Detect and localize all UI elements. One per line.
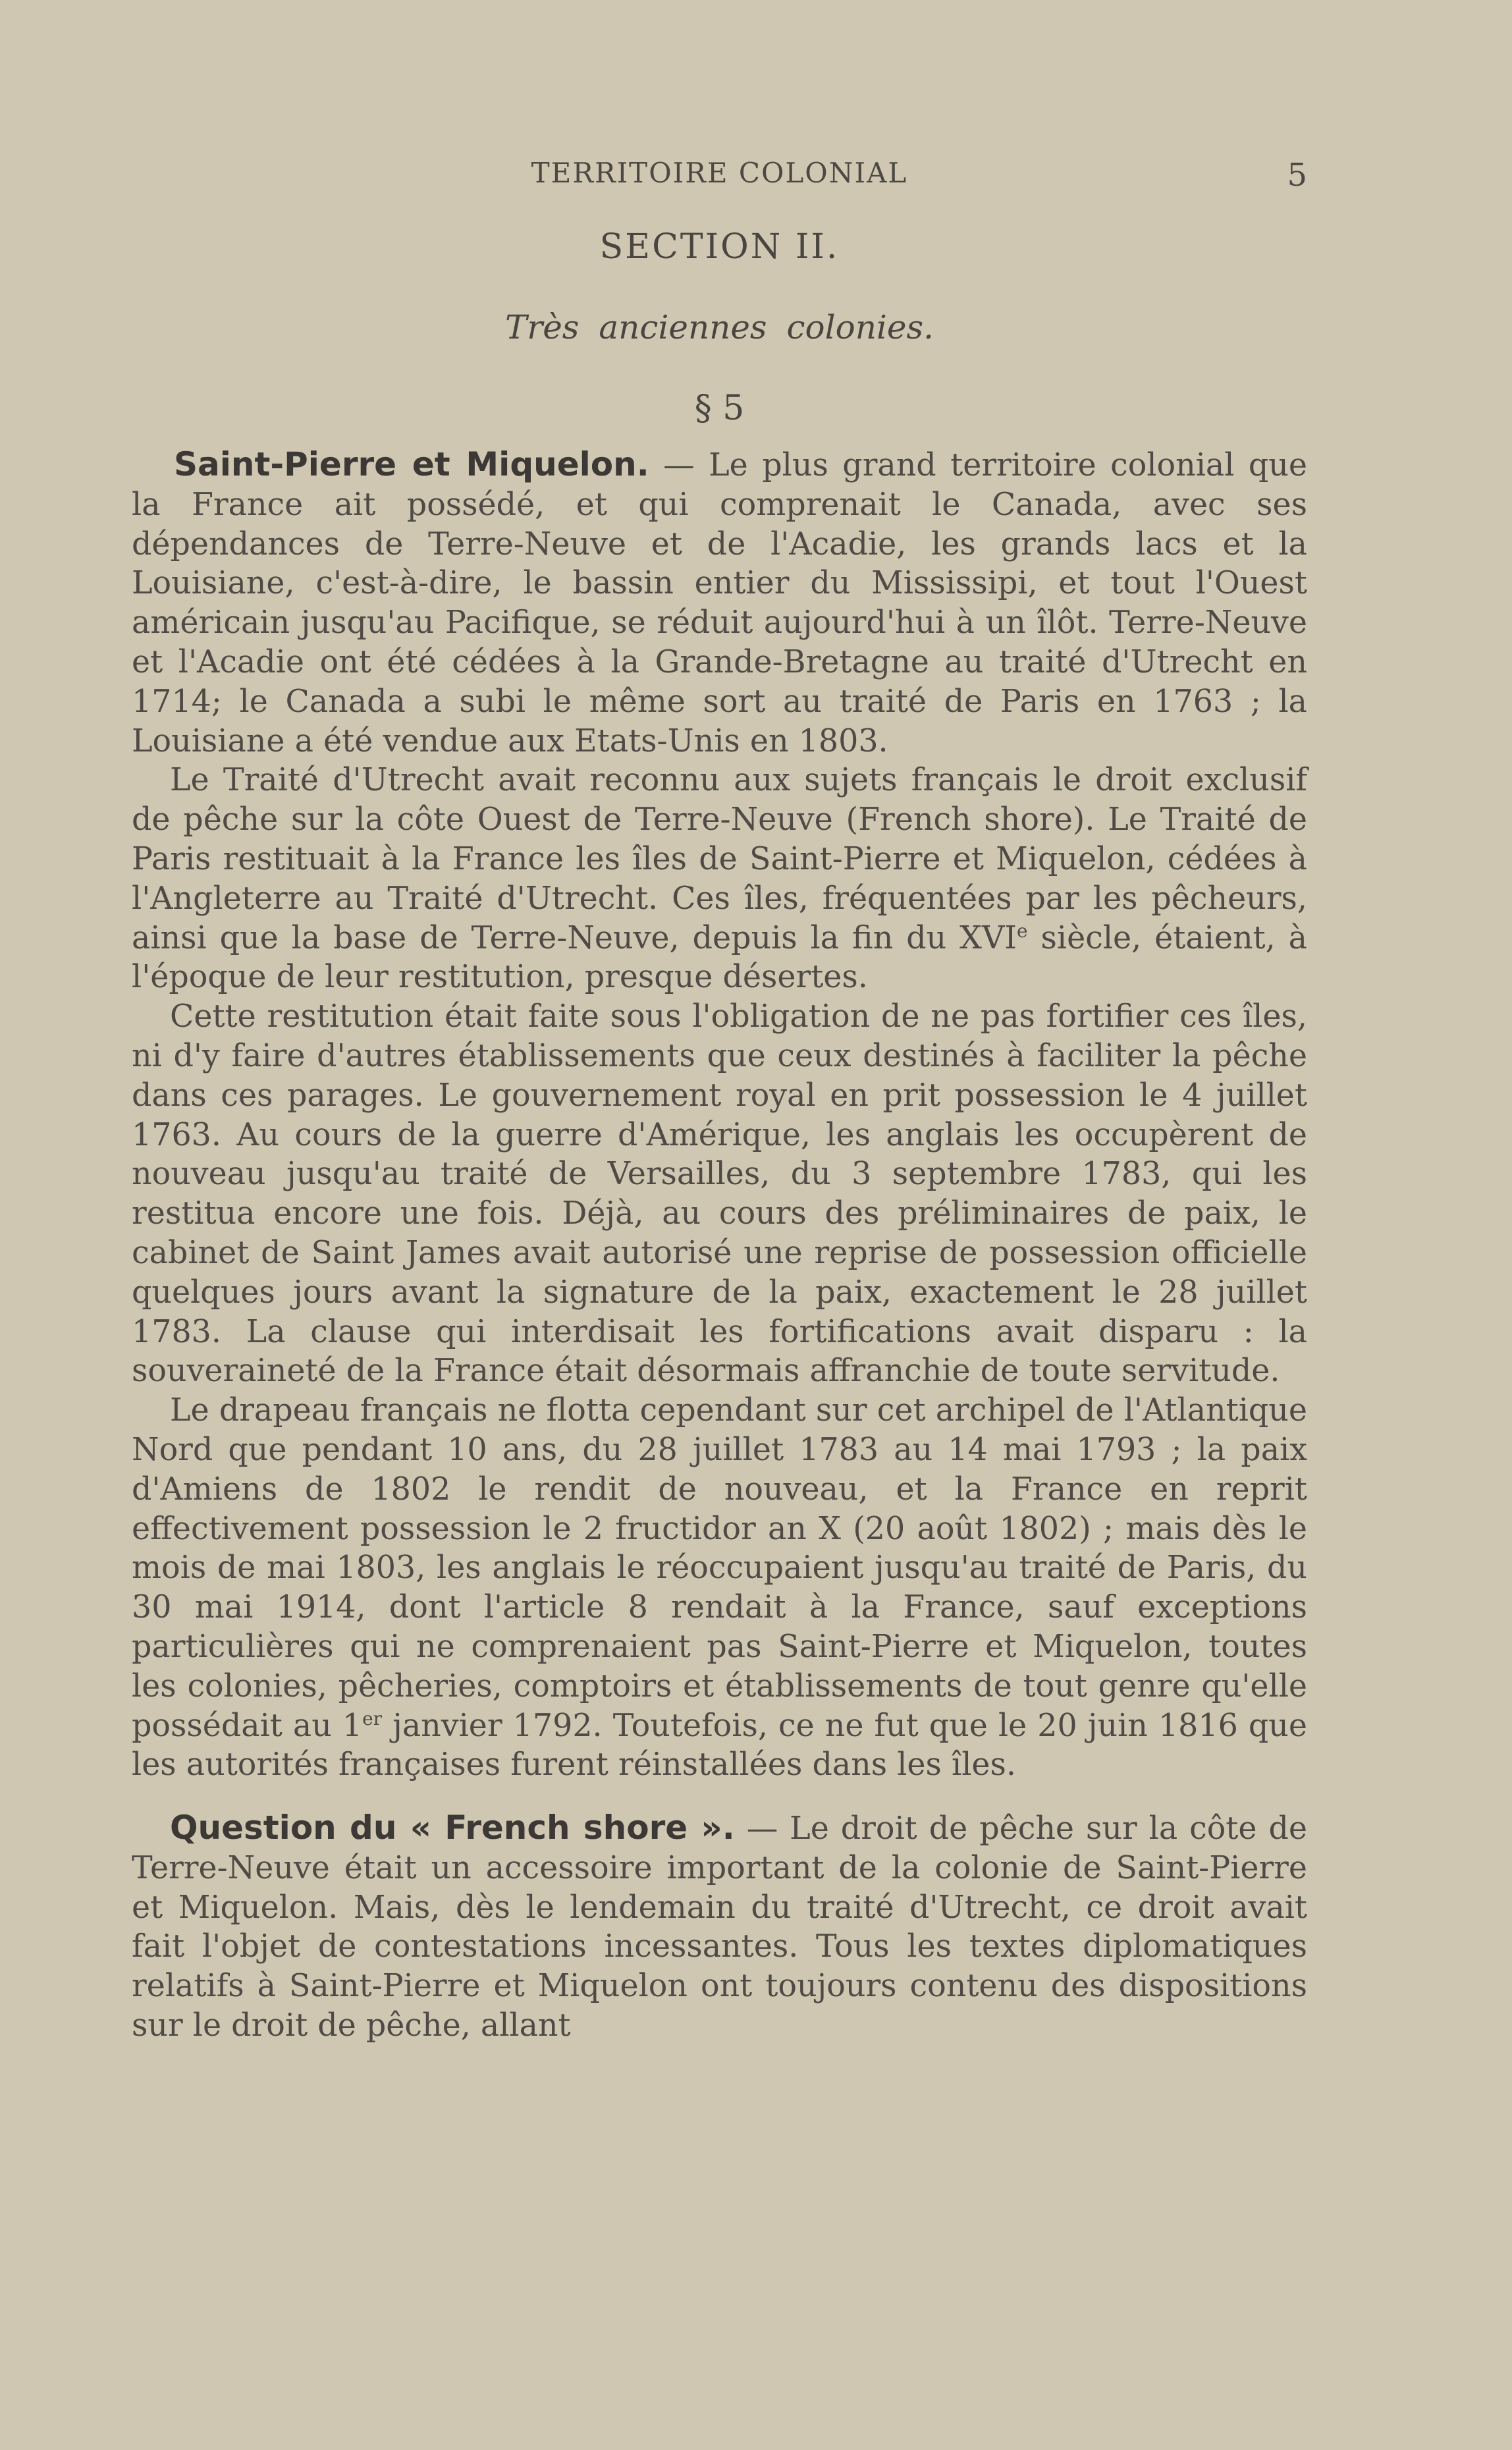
- paragraph-text: janvier 1792. Toutefois, ce ne fut que le 20 juin 1816 que les autorités françaises furent réinstallées dans les îles.: [132, 1707, 1307, 1783]
- page-number: 5: [1287, 157, 1307, 194]
- body-text: [132, 445, 1307, 2046]
- paragraph-text: — Le droit de pêche sur la côte de Terre-Neuve était un accessoire important de la colonie de Saint-Pierre et Miquelon. Mais, dès le lendemain du traité d'Utrecht, ce droit avait fait l'objet de contestations incessantes. Tous les textes diplomatiques relatifs à Saint-Pierre et Miquelon ont toujours contenu des dispositions sur le droit de pêche, allant: [132, 1810, 1307, 2044]
- paragraph-text: Le drapeau français ne flotta cependant sur cet archipel de l'Atlantique Nord que pendant 10 ans, du 28 juillet 1783 au 14 mai 1793 ; la paix d'Amiens de 1802 le rendit de nouveau, et la France en reprit effectivement possession le 2 fructidor an X (20 août 1802) ; mais dès le mois de mai 1803, les anglais le réoccupaient jusqu'au traité de Paris, du 30 mai 1914, dont l'article 8 rendait à la France, sauf exceptions particulières qui ne comprenaient pas Saint-Pierre et Miquelon, toutes les colonies, pêcheries, comptoirs et établissements de tout genre qu'elle possédait au 1: [132, 1392, 1307, 1744]
- paragraph-text: Cette restitution était faite sous l'obligation de ne pas fortifier ces îles, ni d'y faire d'autres établissements que ceux destinés à faciliter la pêche dans ces parages. Le gouvernement royal en prit possession le 4 juillet 1763. Au cours de la guerre d'Amérique, les anglais les occupèrent de nouveau jusqu'au traité de Versailles, du 3 septembre 1783, qui les restitua encore une fois. Déjà, au cours des préliminaires de paix, le cabinet de Saint James avait autorisé une reprise de possession officielle quelques jours avant la signature de la paix, exactement le 28 juillet 1783. La clause qui interdisait les fortifications avait disparu : la souveraineté de la France était désormais affranchie de toute servitude.: [132, 998, 1307, 1390]
- paragraph-heading: Question du « French shore ».: [170, 1809, 735, 1847]
- superscript: er: [362, 1707, 383, 1729]
- paragraph-restitution: [132, 997, 1307, 1391]
- paragraph-text: — Le plus grand territoire colonial que la France ait possédé, et qui comprenait le Canada, avec ses dépendances de Terre-Neuve et de l'Acadie, les grands lacs et la Louisiane, c'est-à-dire, le bassin entier du Mississipi, et tout l'Ouest américain jusqu'au Pacifique, se réduit aujourd'hui à un îlôt. Terre-Neuve et l'Acadie ont été cédées à la Grande-Bretagne au traité d'Utrecht en 1714; le Canada a subi le même sort au traité de Paris en 1763 ; la Louisiane a été vendue aux Etats-Unis en 1803.: [132, 447, 1307, 759]
- running-head: [132, 157, 1307, 203]
- paragraph-drapeau: [132, 1391, 1307, 1785]
- paragraph-utrecht: [132, 761, 1307, 997]
- paragraph-text: Le Traité d'Utrecht avait reconnu aux sujets français le droit exclusif de pêche sur la côte Ouest de Terre-Neuve (French shore). Le Traité de Paris restituait à la France les îles de Saint-Pierre et Miquelon, cédées à l'Angleterre au Traité d'Utrecht. Ces îles, fréquentées par les pêcheurs, ainsi que la base de Terre-Neuve, depuis la fin du XVI: [132, 762, 1307, 956]
- running-title: TERRITOIRE COLONIAL: [531, 157, 908, 189]
- paragraph-saint-pierre: [132, 445, 1307, 761]
- paragraph-heading: Saint-Pierre et Miquelon.: [174, 445, 649, 483]
- section-title: SECTION II.: [599, 227, 840, 267]
- paragraph-number: § 5: [694, 389, 745, 428]
- section-subtitle: Très anciennes colonies.: [504, 308, 934, 346]
- paragraph-french-shore: [132, 1809, 1307, 2046]
- paragraph-text: siècle, étaient, à l'époque de leur restitution, presque désertes.: [132, 919, 1307, 996]
- superscript: e: [1017, 919, 1028, 942]
